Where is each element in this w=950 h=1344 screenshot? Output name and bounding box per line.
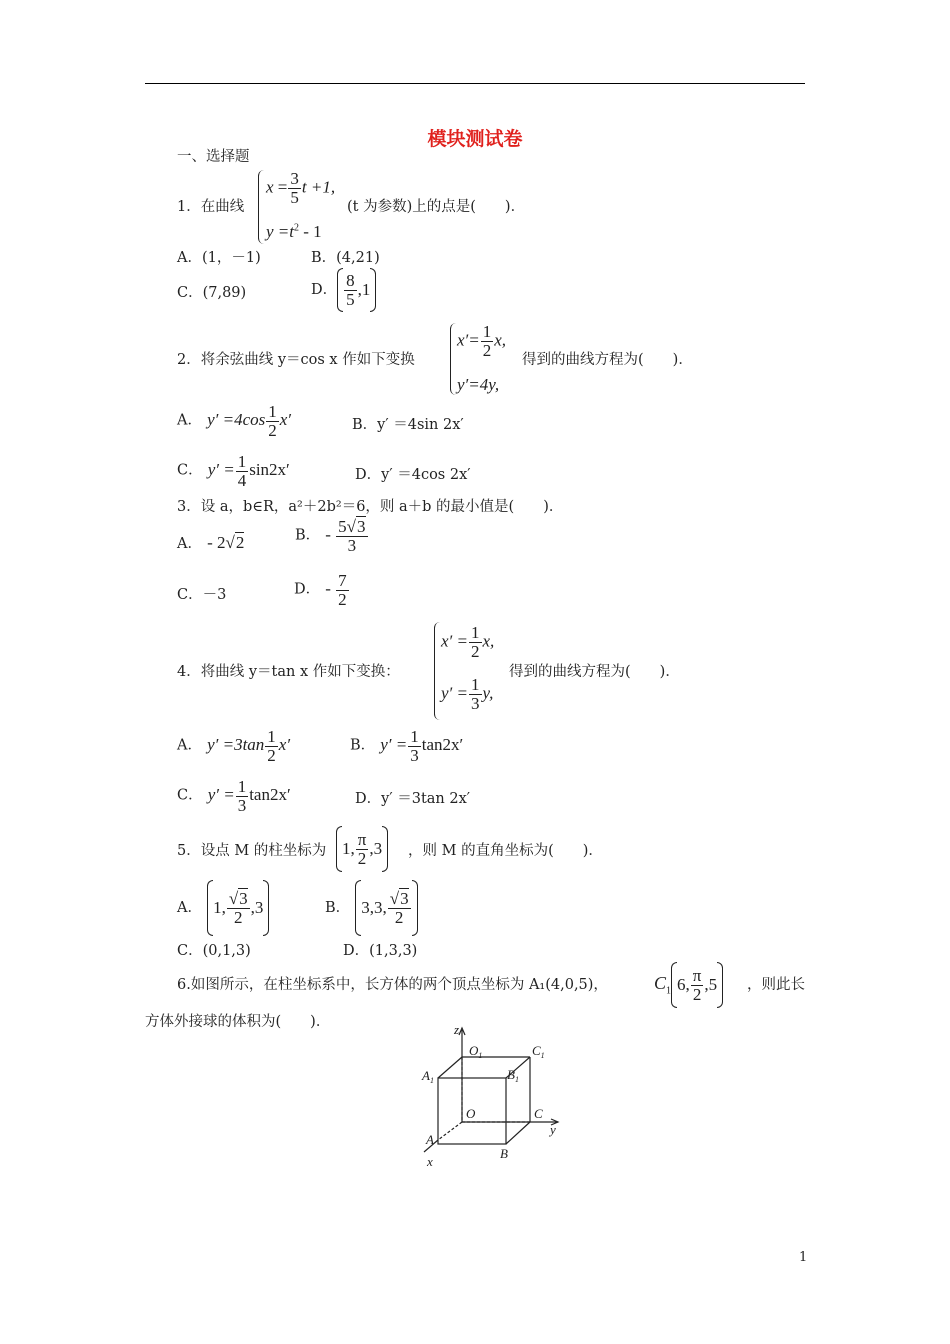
q6-tail: ，则此长 xyxy=(747,977,805,993)
header-rule xyxy=(145,83,805,84)
edge-a1o1 xyxy=(438,1057,462,1078)
page-title: 模块测试卷 xyxy=(427,128,523,150)
label-b1: $B_1$ xyxy=(507,1067,519,1084)
q5-option-c: C．(0,1,3) xyxy=(177,943,251,959)
q4-option-a: A． y′ =3tan $\frac{1}{2}$ x′ xyxy=(177,727,291,765)
q6-line2: 方体外接球的体积为( )． xyxy=(145,1014,331,1030)
q1-option-c: C．(7,89) xyxy=(177,285,247,301)
q1-option-d: D． $\frac{8}{5}$ ,1 xyxy=(311,268,376,312)
q1-option-a: A．(1，－1) xyxy=(177,250,261,266)
edge-cb xyxy=(506,1122,530,1144)
q4-option-c: C． y′ = $\frac{1}{3}$ tan2x′ xyxy=(177,777,291,815)
q1-number: 1．在曲线 xyxy=(177,199,245,215)
label-b: B xyxy=(500,1146,508,1161)
q3-option-b: B． - $\frac{5√3}{3}$ xyxy=(295,517,366,555)
label-a1: $A_1$ xyxy=(422,1068,434,1085)
q4-option-b: B． y′ = $\frac{1}{3}$ tan2x′ xyxy=(350,727,464,765)
q5-option-a: A． 1, $\frac{√3}{2}$ ,3 xyxy=(177,880,269,936)
q1-option-b: B．(4,21) xyxy=(311,250,380,266)
q2-option-a: A． y′ =4cos $\frac{1}{2}$ x′ xyxy=(177,402,291,440)
section-heading: 一、选择题 xyxy=(177,149,250,165)
q2-eq-y: y′=4y, xyxy=(457,375,500,394)
q4-tail: 得到的曲线方程为( )． xyxy=(509,664,680,680)
q1-brace xyxy=(258,170,266,244)
label-o: O xyxy=(466,1106,476,1121)
q4-stem: 4．将曲线 y＝tan x 作如下变换： xyxy=(177,664,400,680)
q4-option-d: D．y′ ＝3tan 2x′ xyxy=(355,791,471,807)
q5-stem: 5．设点 M 的柱坐标为 xyxy=(177,843,327,859)
label-y: y xyxy=(550,1122,556,1137)
q2-eq-x: x′= $\frac{1}{2}$ x, xyxy=(457,322,507,360)
label-c: C xyxy=(534,1106,543,1121)
q5-tail: ，则 M 的直角坐标为( )． xyxy=(408,843,603,859)
q3-option-a: A． - 2√2 xyxy=(177,533,245,552)
q1-eq-x: x = $\frac{3}{5}$ t +1, xyxy=(266,169,336,207)
q2-tail: 得到的曲线方程为( )． xyxy=(522,352,693,368)
q5-point: 1, $\frac{\pi}{2}$ ,3 xyxy=(336,826,388,872)
q4-eq-x: x′ = $\frac{1}{2}$ x, xyxy=(441,623,495,661)
q4-eq-y: y′ = $\frac{1}{3}$ y, xyxy=(441,675,494,713)
q5-option-b: B． 3,3, $\frac{√3}{2}$ xyxy=(325,880,418,936)
page-number: 1 xyxy=(799,1250,808,1265)
q1-tail: (t 为参数)上的点是( )． xyxy=(347,199,526,215)
q5-option-d: D．(1,3,3) xyxy=(343,943,418,959)
q2-option-d: D．y′ ＝4cos 2x′ xyxy=(355,467,471,483)
cuboid-figure xyxy=(418,1022,568,1172)
x-axis-hidden xyxy=(438,1122,462,1140)
q6-stem: 6.如图所示，在柱坐标系中，长方体的两个顶点坐标为 A₁(4,0,5)， xyxy=(177,977,608,993)
q2-option-c: C． y′ = $\frac{1}{4}$ sin2x′ xyxy=(177,452,290,490)
label-o1: $O_1$ xyxy=(469,1043,483,1060)
label-c1: $C_1$ xyxy=(532,1043,545,1060)
q2-stem: 2．将余弦曲线 y＝cos x 作如下变换 xyxy=(177,352,415,368)
q6-point-c1: $C_1$ 6, $\frac{\pi}{2}$ ,5 xyxy=(654,962,723,1008)
label-a: A xyxy=(426,1132,434,1147)
q2-option-b: B．y′ ＝4sin 2x′ xyxy=(352,417,464,433)
q1-eq-y: $y =t^2 - 1$ xyxy=(266,222,322,241)
q3-option-c: C．－3 xyxy=(177,587,227,603)
label-z: z xyxy=(454,1022,460,1037)
q3-option-d: D． - $\frac{7}{2}$ xyxy=(294,571,347,609)
q3-stem: 3．设 a，b∈R，a²＋2b²＝6，则 a＋b 的最小值是( )． xyxy=(177,499,564,515)
label-x: x xyxy=(427,1154,433,1169)
